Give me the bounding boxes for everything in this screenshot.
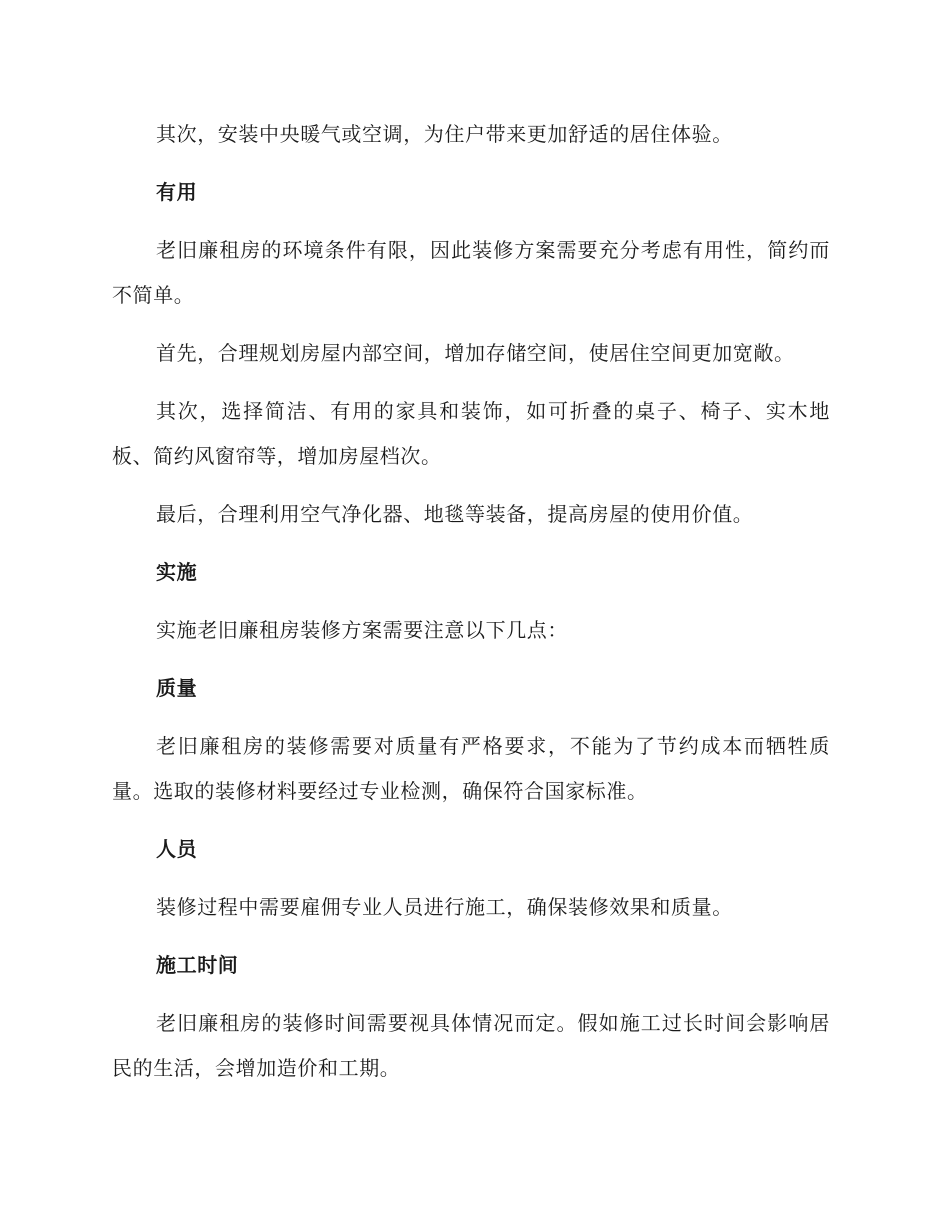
paragraph-space-planning: 首先，合理规划房屋内部空间，增加存储空间，使居住空间更加宽敞。 (156, 341, 795, 365)
section-heading-construction-time: 施工时间 (156, 953, 239, 977)
paragraph-construction-time: 老旧廉租房的装修时间需要视具体情况而定。假如施工过长时间会影响居民的生活，会增加造价和工期。 (112, 1011, 830, 1080)
paragraph-personnel: 装修过程中需要雇佣专业人员进行施工，确保装修效果和质量。 (156, 895, 733, 919)
document-body (112, 112, 830, 1104)
paragraph-useful-intro: 老旧廉租房的环境条件有限，因此装修方案需要充分考虑有用性，简约而不简单。 (112, 238, 830, 307)
paragraph-furniture: 其次，选择简洁、有用的家具和装饰，如可折叠的桌子、椅子、实木地板、简约风窗帘等，增加房屋档次。 (112, 399, 830, 468)
section-heading-quality: 质量 (156, 676, 198, 700)
paragraph-equipment: 最后，合理利用空气净化器、地毯等装备，提高房屋的使用价值。 (156, 502, 754, 526)
section-heading-personnel: 人员 (156, 837, 198, 861)
paragraph-quality: 老旧廉租房的装修需要对质量有严格要求，不能为了节约成本而牺牲质量。选取的装修材料要经过专业检测，确保符合国家标准。 (112, 734, 830, 803)
paragraph-implementation-intro: 实施老旧廉租房装修方案需要注意以下几点： (156, 618, 568, 642)
section-heading-implementation: 实施 (156, 560, 198, 584)
paragraph-heating: 其次，安装中央暖气或空调，为住户带来更加舒适的居住体验。 (156, 122, 733, 146)
section-heading-useful: 有用 (156, 180, 198, 204)
